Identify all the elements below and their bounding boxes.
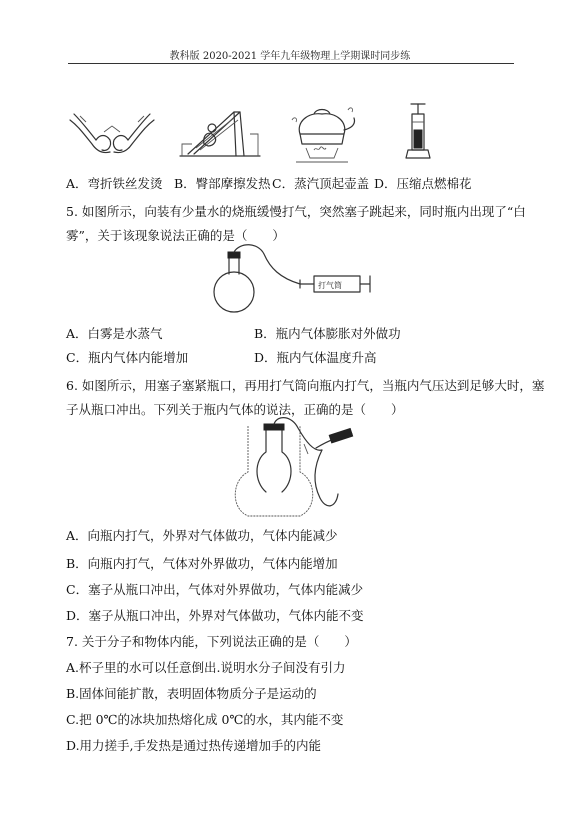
figure-kettle xyxy=(286,104,358,166)
q7-option-c: C.把 0℃的冰块加热熔化成 0℃的水，其内能不变 xyxy=(66,712,344,727)
figure-flask-with-pump xyxy=(206,248,372,316)
q6-option-a: A．向瓶内打气，外界对气体做功，气体内能减少 xyxy=(66,528,338,543)
q6-option-c: C．塞子从瓶口冲出，气体对外界做功，气体内能减少 xyxy=(66,582,364,597)
figure-slide xyxy=(174,104,266,166)
q7-option-d: D.用力搓手,手发热是通过热传递增加手的内能 xyxy=(66,738,322,753)
header-rule xyxy=(68,63,514,64)
q4-option-d: D．压缩点燃棉花 xyxy=(374,176,472,191)
q5-option-d: D．瓶内气体温度升高 xyxy=(254,350,377,365)
q5-option-b: B．瓶内气体膨胀对外做功 xyxy=(254,326,401,341)
q5-stem-line2: 雾”，关于该现象说法正确的是（ ） xyxy=(66,228,285,243)
q6-option-b: B．向瓶内打气，气体对外界做功，气体内能增加 xyxy=(66,556,338,571)
page-header: 教科版 2020-2021 学年九年级物理上学期课时同步练 xyxy=(169,51,411,62)
q7-option-a: A.杯子里的水可以任意倒出.说明水分子间没有引力 xyxy=(66,660,346,675)
q7-option-b: B.固体间能扩散，表明固体物质分子是运动的 xyxy=(66,686,317,701)
q4-option-c: C．蒸汽顶起壶盖 xyxy=(272,176,370,191)
q4-option-b: B．臀部摩擦发热 xyxy=(174,176,271,191)
q5-stem-line1: 5. 如图所示，向装有少量水的烧瓶缓慢打气，突然塞子跳起来，同时瓶内出现了“白 xyxy=(66,204,526,219)
pump-label: 打气筒 xyxy=(318,281,342,290)
q6-option-d: D．塞子从瓶口冲出，外界对气体做功，气体内能不变 xyxy=(66,608,364,623)
q5-option-c: C．瓶内气体内能增加 xyxy=(66,350,189,365)
figure-bottle-with-pump xyxy=(226,422,356,518)
q4-option-a: A．弯折铁丝发烫 xyxy=(66,176,163,191)
q7-stem: 7. 关于分子和物体内能，下列说法正确的是（ ） xyxy=(66,634,357,649)
figure-air-compressor xyxy=(400,100,436,164)
q5-option-a: A．白雾是水蒸气 xyxy=(66,326,163,341)
figure-bending-wire xyxy=(66,104,158,166)
q6-stem-line2: 子从瓶口冲出。下列关于瓶内气体的说法，正确的是（ ） xyxy=(66,402,404,417)
q6-stem-line1: 6. 如图所示，用塞子塞紧瓶口，再用打气筒向瓶内打气，当瓶内气压达到足够大时，塞 xyxy=(66,378,545,393)
